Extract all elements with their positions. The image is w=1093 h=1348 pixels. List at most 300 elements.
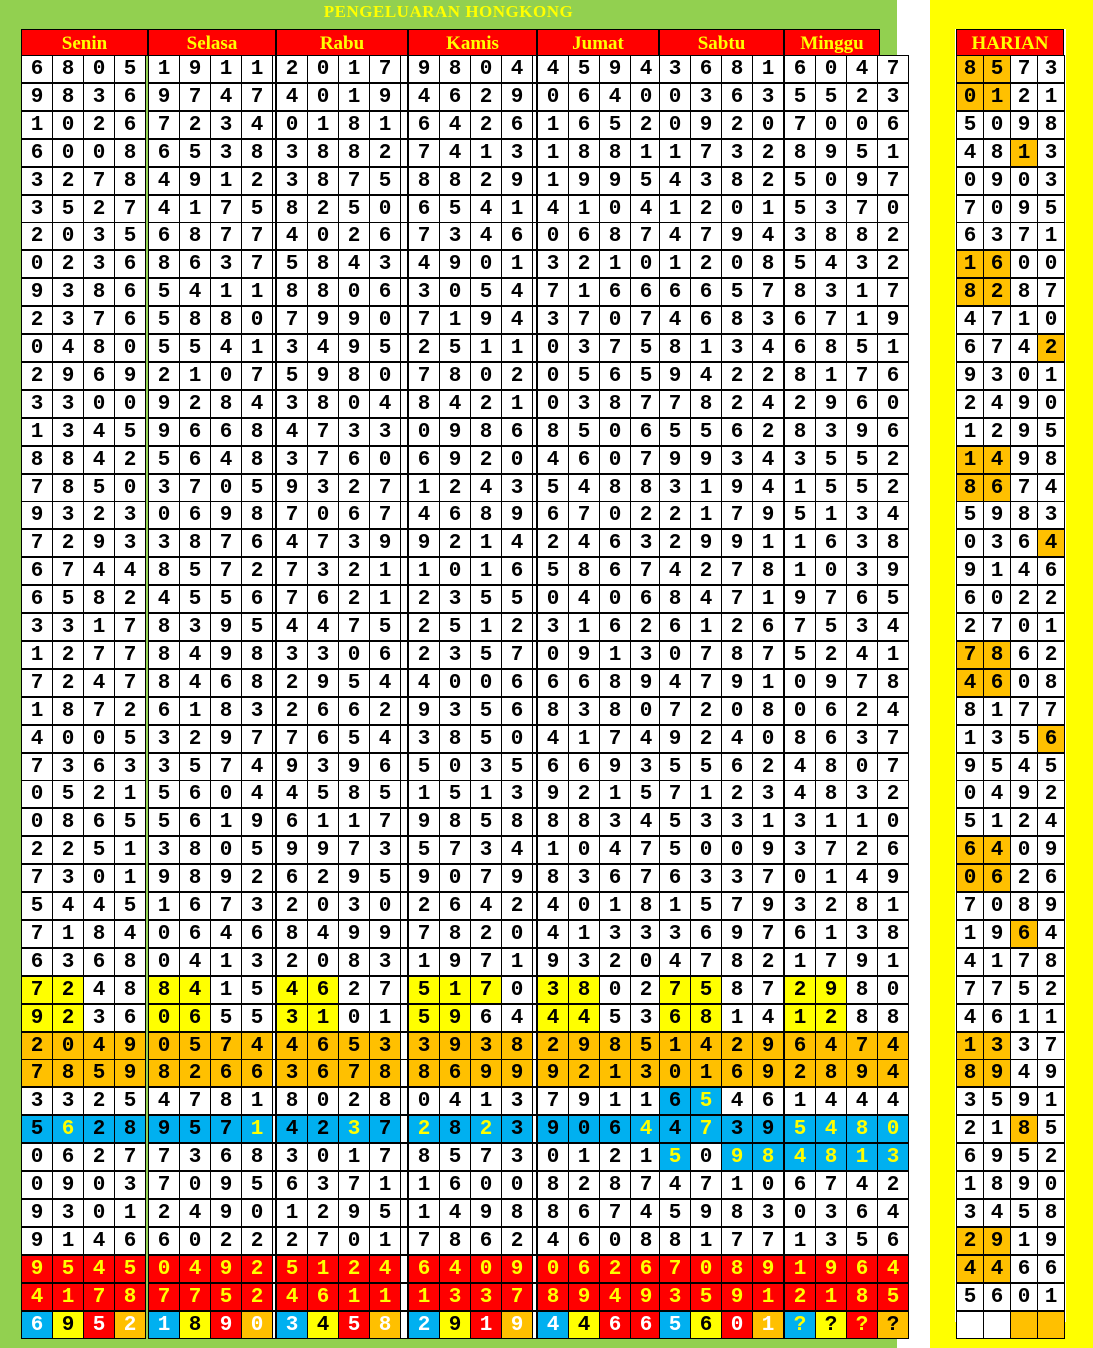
result-digit: 8 <box>630 474 662 502</box>
result-digit: 4 <box>501 529 533 557</box>
result-digit: 2 <box>630 976 662 1004</box>
result-digit: 8 <box>338 780 370 808</box>
result-row-cell <box>784 893 909 921</box>
harian-digit: 1 <box>1037 83 1065 111</box>
harian-digit: 1 <box>1010 139 1038 167</box>
result-digit: 2 <box>630 613 662 641</box>
result-digit: 0 <box>877 1115 909 1143</box>
harian-digit: 9 <box>1010 390 1038 418</box>
result-digit: 2 <box>752 167 784 195</box>
result-digit: 4 <box>179 948 211 976</box>
result-digit: 0 <box>307 222 339 250</box>
result-row-cell <box>276 84 408 112</box>
result-digit: 3 <box>721 334 753 362</box>
harian-row <box>956 754 1065 782</box>
result-digit: 6 <box>148 1227 180 1255</box>
result-digit: 4 <box>369 669 401 697</box>
result-digit: 0 <box>599 976 631 1004</box>
result-digit: 2 <box>408 892 440 920</box>
result-row-cell <box>148 586 276 614</box>
harian-row <box>956 251 1065 279</box>
result-digit: 5 <box>52 195 84 223</box>
result-digit: 6 <box>877 836 909 864</box>
result-digit: 4 <box>752 390 784 418</box>
result-digit: 0 <box>83 139 115 167</box>
result-row-cell <box>784 754 909 782</box>
harian-digit: 1 <box>1037 1283 1065 1311</box>
harian-digit: 9 <box>1010 1087 1038 1115</box>
result-digit: 5 <box>815 83 847 111</box>
result-digit: 4 <box>83 1032 115 1060</box>
result-row-cell <box>537 391 662 419</box>
gap-cell <box>400 529 408 557</box>
result-digit: 4 <box>210 446 242 474</box>
result-digit: 6 <box>568 222 600 250</box>
result-digit: 2 <box>690 697 722 725</box>
result-digit: 9 <box>307 306 339 334</box>
result-digit: 0 <box>784 669 816 697</box>
result-digit: 3 <box>630 641 662 669</box>
result-digit: 4 <box>537 892 569 920</box>
result-digit: 8 <box>815 780 847 808</box>
result-digit: 6 <box>721 753 753 781</box>
result-digit: 5 <box>815 474 847 502</box>
result-digit: 4 <box>21 725 53 753</box>
result-digit: 9 <box>752 1032 784 1060</box>
harian-digit: 6 <box>956 334 984 362</box>
result-digit: 3 <box>369 836 401 864</box>
result-row-cell <box>408 614 537 642</box>
harian-row <box>956 307 1065 335</box>
result-row-cell <box>537 977 662 1005</box>
result-digit: 4 <box>501 278 533 306</box>
result-digit: 1 <box>210 55 242 83</box>
result-digit: 5 <box>114 892 146 920</box>
result-digit: 1 <box>599 250 631 278</box>
result-digit: 1 <box>537 139 569 167</box>
result-row-cell <box>276 1088 408 1116</box>
result-digit: 0 <box>568 836 600 864</box>
result-row-cell <box>148 642 276 670</box>
result-digit: 1 <box>690 1059 722 1087</box>
harian-digit: 8 <box>956 697 984 725</box>
harian-row <box>956 168 1065 196</box>
result-digit: 4 <box>408 250 440 278</box>
result-digit: 0 <box>599 306 631 334</box>
result-row-cell <box>21 949 146 977</box>
result-digit: 3 <box>470 1032 502 1060</box>
result-digit: 8 <box>83 920 115 948</box>
result-digit: 1 <box>241 278 273 306</box>
result-digit: 1 <box>241 1115 273 1143</box>
result-row-cell <box>537 251 662 279</box>
result-digit: 0 <box>659 111 691 139</box>
result-digit: 9 <box>846 948 878 976</box>
result-digit: 3 <box>470 753 502 781</box>
result-digit: 1 <box>338 55 370 83</box>
result-digit: 5 <box>179 334 211 362</box>
result-digit: 3 <box>630 1004 662 1032</box>
result-digit: 6 <box>568 1227 600 1255</box>
result-digit: 6 <box>568 753 600 781</box>
result-digit: 6 <box>690 306 722 334</box>
result-digit: 1 <box>210 167 242 195</box>
result-digit: 1 <box>83 613 115 641</box>
result-digit: 6 <box>408 111 440 139</box>
result-row-cell <box>148 670 276 698</box>
result-digit: 9 <box>846 1059 878 1087</box>
result-digit: 1 <box>877 139 909 167</box>
result-digit: 0 <box>815 55 847 83</box>
result-row-cell <box>659 1172 784 1200</box>
result-row-cell <box>148 1060 276 1088</box>
result-row-cell <box>784 307 909 335</box>
harian-digit: 1 <box>1010 1004 1038 1032</box>
result-row-cell <box>537 56 662 84</box>
result-row-cell <box>659 921 784 949</box>
result-digit: 0 <box>369 446 401 474</box>
result-digit: 7 <box>752 641 784 669</box>
result-digit: 8 <box>721 167 753 195</box>
result-digit: 4 <box>439 390 471 418</box>
harian-row <box>956 279 1065 307</box>
result-digit: 2 <box>21 362 53 390</box>
result-digit: 6 <box>599 557 631 585</box>
result-digit: 8 <box>721 948 753 976</box>
result-digit: 7 <box>721 557 753 585</box>
result-row-cell <box>21 530 146 558</box>
harian-digit: 6 <box>983 864 1011 892</box>
harian-digit: 5 <box>983 1087 1011 1115</box>
result-digit: 4 <box>501 306 533 334</box>
harian-digit: 9 <box>983 920 1011 948</box>
result-digit: 7 <box>630 557 662 585</box>
result-digit: 0 <box>210 474 242 502</box>
result-row-cell <box>659 168 784 196</box>
result-row-cell <box>21 1144 146 1172</box>
result-digit: 2 <box>408 1311 440 1339</box>
harian-digit: 1 <box>956 920 984 948</box>
gap-cell <box>400 306 408 334</box>
result-row-cell <box>659 140 784 168</box>
harian-digit: 2 <box>1037 585 1065 613</box>
result-digit: 8 <box>815 1143 847 1171</box>
result-digit: 9 <box>408 697 440 725</box>
harian-digit: 5 <box>983 55 1011 83</box>
harian-digit: 7 <box>1010 55 1038 83</box>
result-row-cell <box>21 781 146 809</box>
result-digit: 0 <box>439 753 471 781</box>
result-digit: 2 <box>307 1115 339 1143</box>
result-digit: 0 <box>815 111 847 139</box>
result-digit: 3 <box>408 278 440 306</box>
result-digit: 4 <box>83 446 115 474</box>
result-row-cell <box>408 754 537 782</box>
result-digit: 7 <box>877 753 909 781</box>
result-digit: 1 <box>307 808 339 836</box>
result-digit: 0 <box>721 836 753 864</box>
result-digit: 0 <box>568 1115 600 1143</box>
result-digit: 2 <box>599 948 631 976</box>
result-digit: 3 <box>815 1227 847 1255</box>
result-digit: 2 <box>408 334 440 362</box>
result-digit: 1 <box>52 920 84 948</box>
result-row-cell <box>148 530 276 558</box>
result-digit: 0 <box>537 641 569 669</box>
result-digit: 1 <box>815 362 847 390</box>
result-row-cell <box>408 670 537 698</box>
result-row-cell <box>659 419 784 447</box>
result-digit: 6 <box>114 278 146 306</box>
result-digit: 6 <box>307 725 339 753</box>
result-digit: 1 <box>877 641 909 669</box>
result-digit: 7 <box>630 306 662 334</box>
result-digit: 1 <box>784 948 816 976</box>
result-digit: 2 <box>83 1115 115 1143</box>
result-row-cell <box>408 1144 537 1172</box>
result-digit: 7 <box>877 167 909 195</box>
result-digit: 0 <box>470 250 502 278</box>
result-digit: 1 <box>630 1143 662 1171</box>
result-row-cell <box>537 1088 662 1116</box>
result-row-cell <box>784 1256 909 1284</box>
harian-digit: 3 <box>1010 1032 1038 1060</box>
result-row-cell <box>148 196 276 224</box>
result-digit: 0 <box>148 920 180 948</box>
result-digit: 5 <box>276 1255 308 1283</box>
result-digit: 4 <box>210 334 242 362</box>
result-digit: 4 <box>659 557 691 585</box>
result-digit: 1 <box>784 1004 816 1032</box>
result-digit: 1 <box>784 474 816 502</box>
result-digit: 6 <box>241 920 273 948</box>
result-digit: 8 <box>537 864 569 892</box>
result-row-cell <box>148 419 276 447</box>
harian-digit: 9 <box>1010 1171 1038 1199</box>
harian-row <box>956 698 1065 726</box>
result-digit: 7 <box>877 278 909 306</box>
result-digit: 4 <box>501 836 533 864</box>
result-digit: 9 <box>148 83 180 111</box>
result-digit: 3 <box>276 334 308 362</box>
result-digit: 3 <box>148 529 180 557</box>
result-row-cell <box>276 1172 408 1200</box>
result-digit: 4 <box>877 1255 909 1283</box>
harian-digit: 0 <box>956 780 984 808</box>
result-digit: 3 <box>276 1311 308 1339</box>
result-digit: 9 <box>21 501 53 529</box>
result-digit: 5 <box>846 474 878 502</box>
harian-digit: 2 <box>1037 976 1065 1004</box>
harian-digit: 2 <box>956 1227 984 1255</box>
harian-row <box>956 642 1065 670</box>
result-digit: 4 <box>690 362 722 390</box>
result-digit: 2 <box>501 1227 533 1255</box>
result-digit: 6 <box>877 111 909 139</box>
result-row-cell <box>148 614 276 642</box>
result-digit: 2 <box>338 1255 370 1283</box>
result-digit: 1 <box>784 1227 816 1255</box>
result-digit: 2 <box>846 83 878 111</box>
result-digit: 6 <box>846 1255 878 1283</box>
result-row-cell <box>276 754 408 782</box>
harian-digit: 2 <box>1037 334 1065 362</box>
result-digit: 3 <box>210 111 242 139</box>
day-header-minggu: Minggu <box>784 29 880 56</box>
result-digit: 3 <box>846 501 878 529</box>
result-digit: 5 <box>630 334 662 362</box>
harian-digit: 8 <box>1037 111 1065 139</box>
result-digit: 5 <box>276 362 308 390</box>
result-digit: 6 <box>877 1227 909 1255</box>
result-digit: 6 <box>210 1143 242 1171</box>
result-digit: 0 <box>114 390 146 418</box>
result-digit: 3 <box>21 167 53 195</box>
result-digit: 1 <box>599 1087 631 1115</box>
result-row-cell <box>659 335 784 363</box>
result-digit: 3 <box>338 892 370 920</box>
result-digit: 0 <box>21 780 53 808</box>
harian-row <box>956 475 1065 503</box>
result-digit: 1 <box>439 976 471 1004</box>
result-digit: 8 <box>568 808 600 836</box>
result-digit: 9 <box>210 1171 242 1199</box>
result-digit: 8 <box>659 1227 691 1255</box>
result-digit: 6 <box>338 697 370 725</box>
gap-cell <box>400 222 408 250</box>
result-row-cell <box>148 502 276 530</box>
result-row-cell <box>408 1200 537 1228</box>
result-digit: 5 <box>659 836 691 864</box>
result-row-cell <box>276 530 408 558</box>
result-digit: 7 <box>690 222 722 250</box>
result-row-cell <box>659 1116 784 1144</box>
result-digit: 6 <box>179 780 211 808</box>
result-digit: 1 <box>877 948 909 976</box>
result-digit: 7 <box>241 83 273 111</box>
result-digit: 8 <box>210 1087 242 1115</box>
result-digit: 3 <box>659 1283 691 1311</box>
result-digit: 3 <box>21 613 53 641</box>
result-row-cell <box>21 502 146 530</box>
result-digit: 8 <box>114 948 146 976</box>
result-digit: 8 <box>114 1115 146 1143</box>
result-digit: 5 <box>439 334 471 362</box>
harian-digit: 3 <box>983 725 1011 753</box>
result-digit: 4 <box>276 1283 308 1311</box>
result-digit: 1 <box>338 1143 370 1171</box>
result-digit: 9 <box>752 1255 784 1283</box>
result-digit: 6 <box>690 278 722 306</box>
result-row-cell <box>784 363 909 391</box>
result-digit: 7 <box>659 697 691 725</box>
harian-digit <box>983 1311 1011 1339</box>
harian-digit: 1 <box>956 250 984 278</box>
result-digit: 7 <box>568 306 600 334</box>
result-digit: 7 <box>114 669 146 697</box>
result-row-cell <box>21 1284 146 1312</box>
result-digit: 7 <box>470 1143 502 1171</box>
result-digit: 4 <box>179 278 211 306</box>
result-row-cell <box>21 363 146 391</box>
result-digit: 3 <box>470 1283 502 1311</box>
result-digit: 4 <box>815 1032 847 1060</box>
result-digit: 5 <box>408 753 440 781</box>
result-row-cell <box>148 335 276 363</box>
result-digit: 9 <box>752 501 784 529</box>
harian-digit: 5 <box>956 111 984 139</box>
result-row-cell <box>408 726 537 754</box>
harian-digit: 3 <box>983 362 1011 390</box>
result-digit: 2 <box>690 250 722 278</box>
result-digit: 0 <box>307 501 339 529</box>
harian-digit: 1 <box>1010 306 1038 334</box>
result-digit: 8 <box>501 1199 533 1227</box>
result-row-cell <box>659 586 784 614</box>
result-digit: 5 <box>276 250 308 278</box>
result-digit: 9 <box>210 864 242 892</box>
result-digit: 9 <box>568 1032 600 1060</box>
result-digit: 8 <box>210 697 242 725</box>
result-digit: 5 <box>470 697 502 725</box>
result-digit: 5 <box>659 808 691 836</box>
result-row-cell <box>408 586 537 614</box>
result-digit: 8 <box>599 139 631 167</box>
harian-digit: 4 <box>1037 474 1065 502</box>
result-row-cell <box>276 1284 408 1312</box>
harian-digit: 2 <box>956 390 984 418</box>
result-digit: 3 <box>21 1087 53 1115</box>
gap-cell <box>400 1004 408 1032</box>
result-digit: 3 <box>784 892 816 920</box>
result-digit: 4 <box>501 55 533 83</box>
result-digit: 9 <box>114 1032 146 1060</box>
result-row-cell <box>784 56 909 84</box>
result-digit: 1 <box>307 111 339 139</box>
result-row-cell <box>276 502 408 530</box>
harian-digit: 3 <box>983 1032 1011 1060</box>
result-digit: 1 <box>408 1283 440 1311</box>
result-row-cell <box>659 642 784 670</box>
result-digit: 8 <box>148 557 180 585</box>
result-digit: 9 <box>501 83 533 111</box>
result-digit: 2 <box>21 222 53 250</box>
result-digit: 2 <box>114 697 146 725</box>
gap-cell <box>400 836 408 864</box>
result-digit: 3 <box>276 1004 308 1032</box>
result-digit: 2 <box>537 1032 569 1060</box>
result-digit: 3 <box>439 1283 471 1311</box>
harian-digit: 0 <box>1010 1283 1038 1311</box>
result-digit: 6 <box>21 948 53 976</box>
result-digit: 7 <box>276 557 308 585</box>
result-digit: 1 <box>752 1283 784 1311</box>
result-digit: 0 <box>148 501 180 529</box>
result-digit: 1 <box>179 697 211 725</box>
result-digit: 7 <box>210 753 242 781</box>
result-row-cell <box>276 921 408 949</box>
result-digit: 2 <box>52 167 84 195</box>
result-digit: 6 <box>630 418 662 446</box>
result-row-cell <box>21 1256 146 1284</box>
gap-cell <box>400 1255 408 1283</box>
result-digit: 1 <box>784 1255 816 1283</box>
result-digit: 6 <box>114 111 146 139</box>
result-row-cell <box>408 1060 537 1088</box>
result-digit: 1 <box>537 111 569 139</box>
result-digit: 0 <box>537 585 569 613</box>
result-digit: 0 <box>83 725 115 753</box>
